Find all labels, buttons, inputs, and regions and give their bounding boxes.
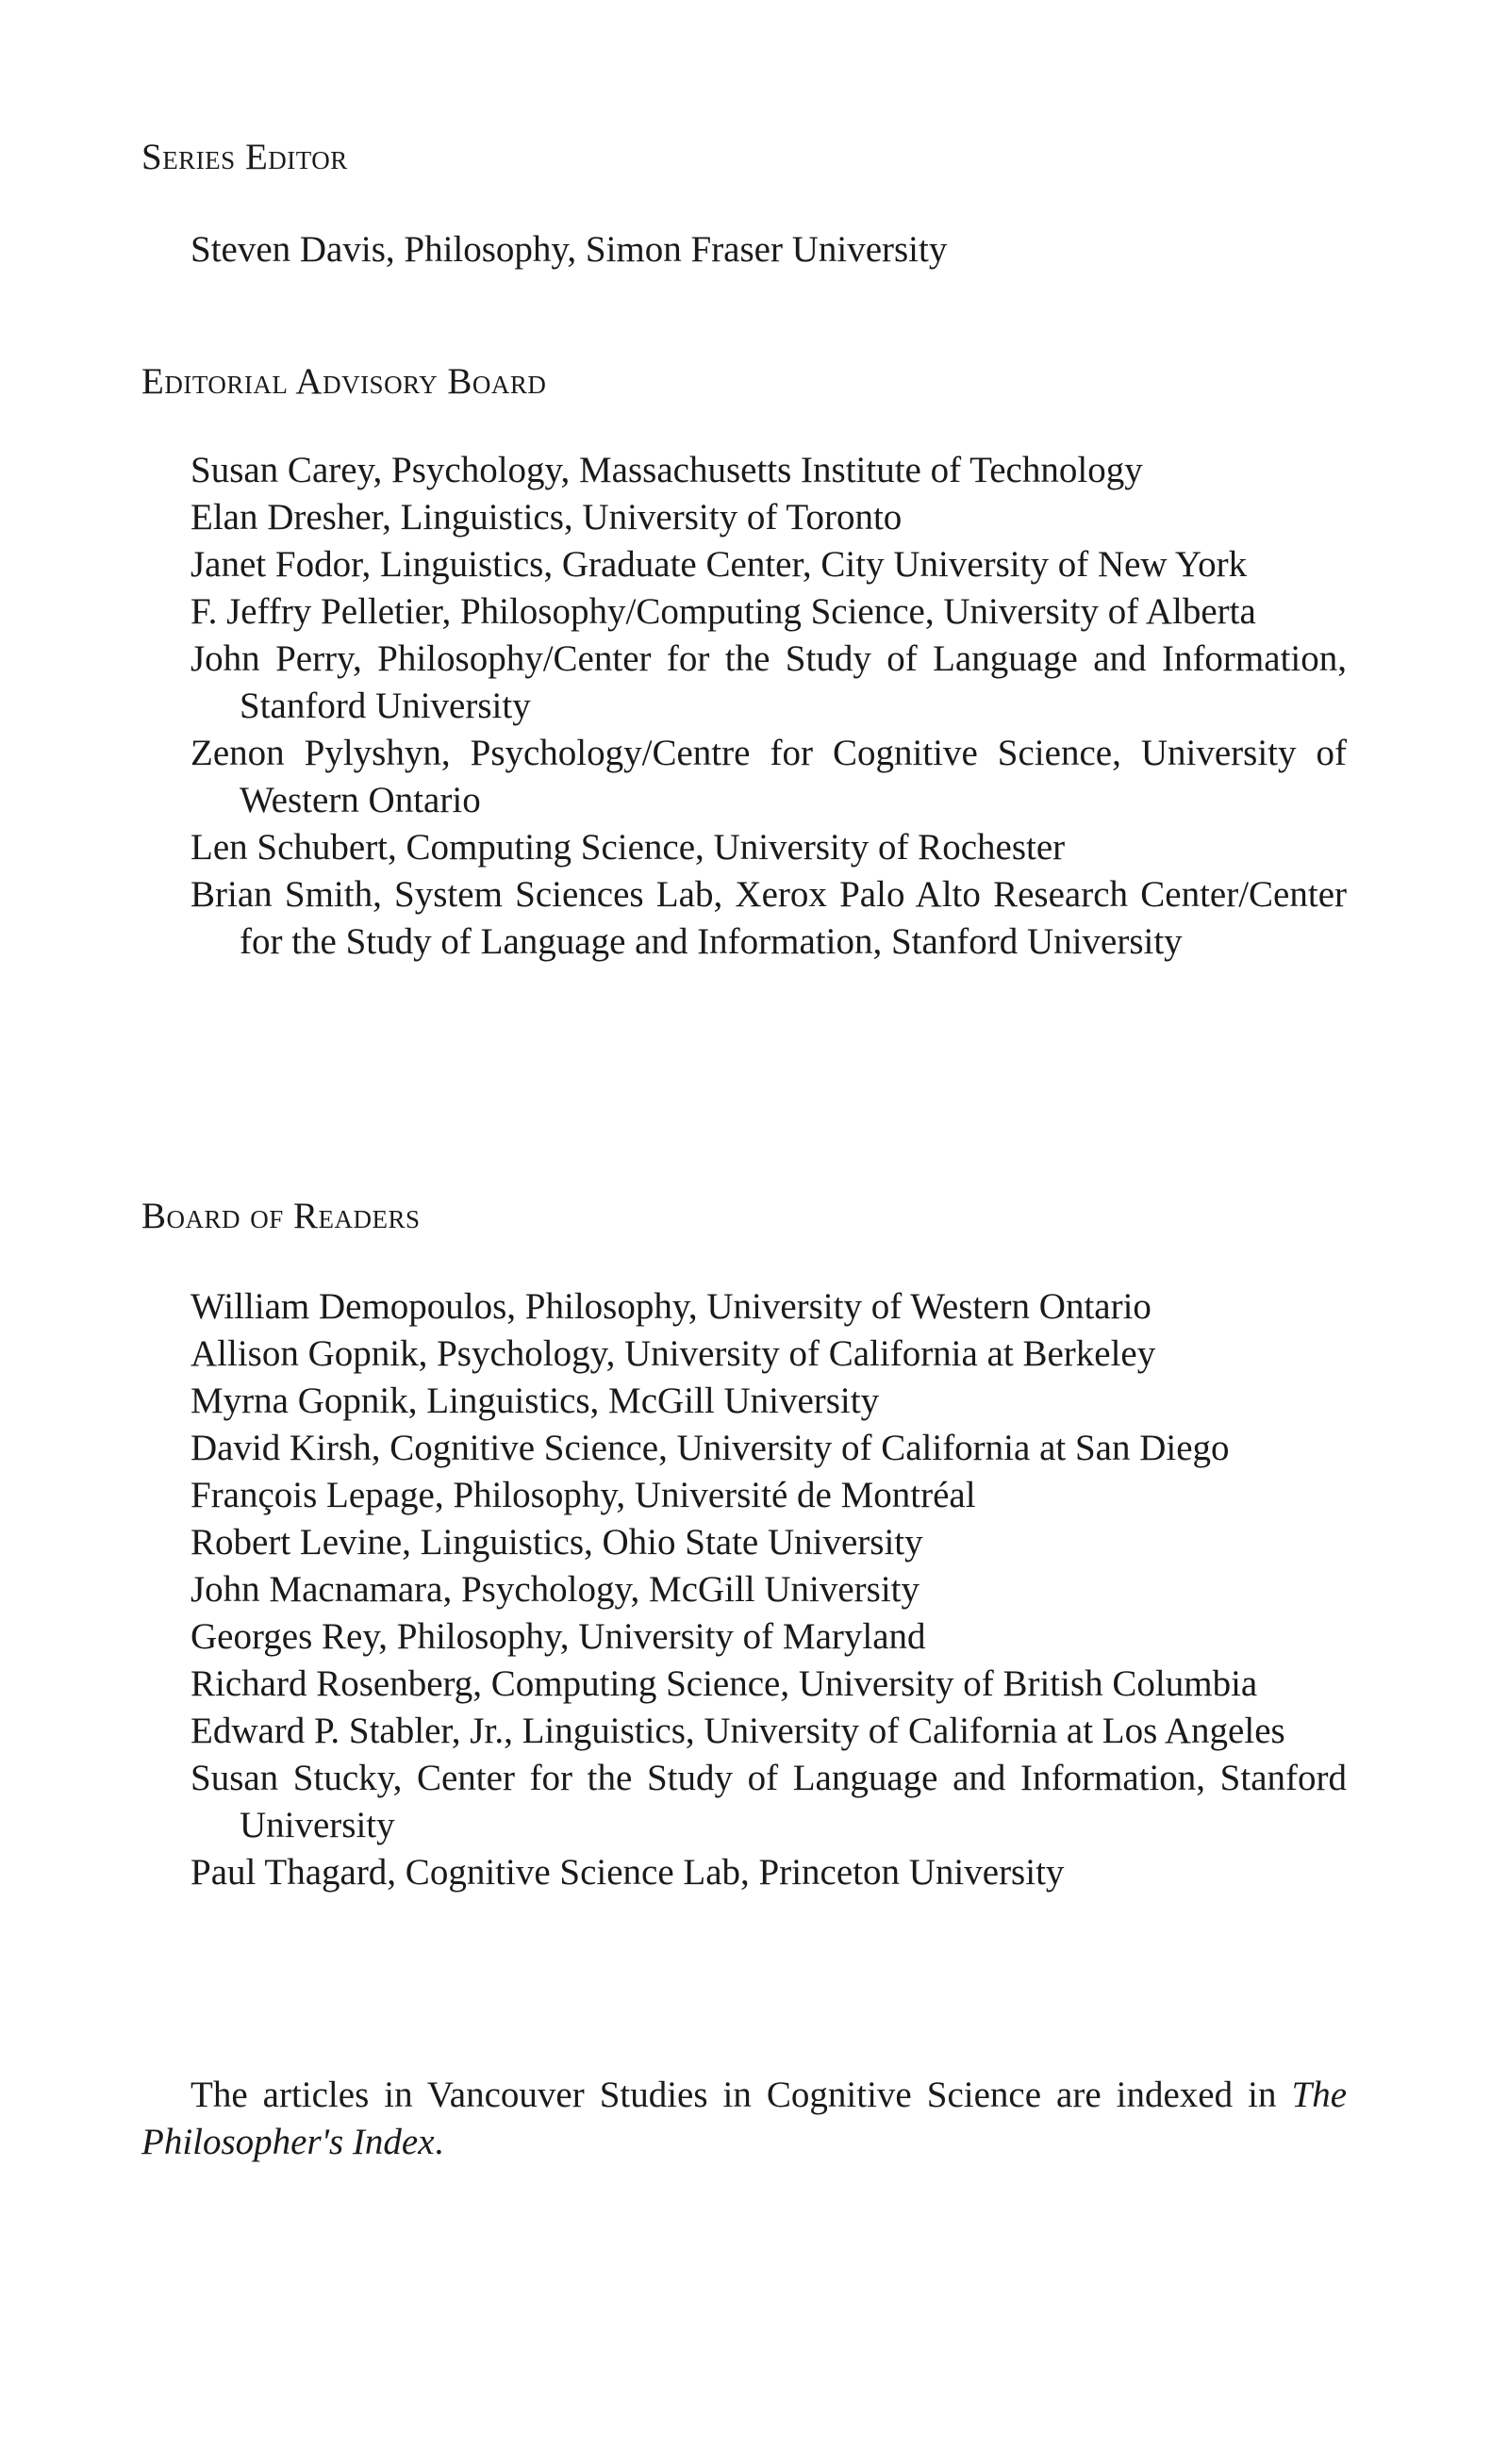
list-item: David Kirsh, Cognitive Science, University of California at San Diego: [191, 1428, 1230, 1468]
list-item: Len Schubert, Computing Science, University of Rochester: [191, 827, 1066, 868]
list-item: Susan Stucky, Center for the Study of Language and Information, Stanford University: [191, 1758, 1347, 1845]
index-note-text: The articles in Vancouver Studies in Cognitive Science are indexed in: [191, 2075, 1277, 2115]
list-item: Allison Gopnik, Psychology, University of California at Berkeley: [191, 1333, 1156, 1374]
list-item: Robert Levine, Linguistics, Ohio State University: [191, 1522, 923, 1563]
list-item: Paul Thagard, Cognitive Science Lab, Princeton University: [191, 1852, 1065, 1893]
board-of-readers-list: [191, 1283, 1347, 1896]
list-item: John Perry, Philosophy/Center for the Study of Language and Information, Stanford University: [191, 638, 1347, 726]
list-item: Georges Rey, Philosophy, University of Maryland: [191, 1616, 926, 1657]
list-item: Zenon Pylyshyn, Psychology/Centre for Cognitive Science, University of Western Ontario: [191, 733, 1347, 820]
list-item: Steven Davis, Philosophy, Simon Fraser University: [191, 229, 948, 270]
list-item: Elan Dresher, Linguistics, University of Toronto: [191, 497, 903, 537]
list-item: Edward P. Stabler, Jr., Linguistics, University of California at Los Angeles: [191, 1711, 1285, 1751]
list-item: Brian Smith, System Sciences Lab, Xerox Palo Alto Research Center/Center for the Study of Language and Information, Stanford University: [191, 874, 1347, 962]
index-note-end: .: [434, 2122, 444, 2162]
list-item: William Demopoulos, Philosophy, University of Western Ontario: [191, 1286, 1151, 1327]
list-item: F. Jeffry Pelletier, Philosophy/Computing Science, University of Alberta: [191, 591, 1256, 632]
board-of-readers-heading: Board of Readers: [141, 1196, 421, 1236]
series-editor-heading: Series Editor: [141, 137, 348, 177]
list-item: Susan Carey, Psychology, Massachusetts Institute of Technology: [191, 450, 1143, 490]
index-note: [141, 2072, 1347, 2166]
list-item: François Lepage, Philosophy, Université de Montréal: [191, 1475, 976, 1515]
series-editor-list: [191, 226, 1347, 273]
editorial-advisory-board-heading: Editorial Advisory Board: [141, 361, 547, 402]
index-title: The Philosopher's Index: [141, 2075, 1348, 2162]
editorial-advisory-board-list: [191, 447, 1347, 966]
list-item: Janet Fodor, Linguistics, Graduate Center, City University of New York: [191, 544, 1248, 585]
list-item: Richard Rosenberg, Computing Science, University of British Columbia: [191, 1663, 1258, 1704]
list-item: John Macnamara, Psychology, McGill University: [191, 1569, 920, 1610]
list-item: Myrna Gopnik, Linguistics, McGill University: [191, 1381, 880, 1421]
